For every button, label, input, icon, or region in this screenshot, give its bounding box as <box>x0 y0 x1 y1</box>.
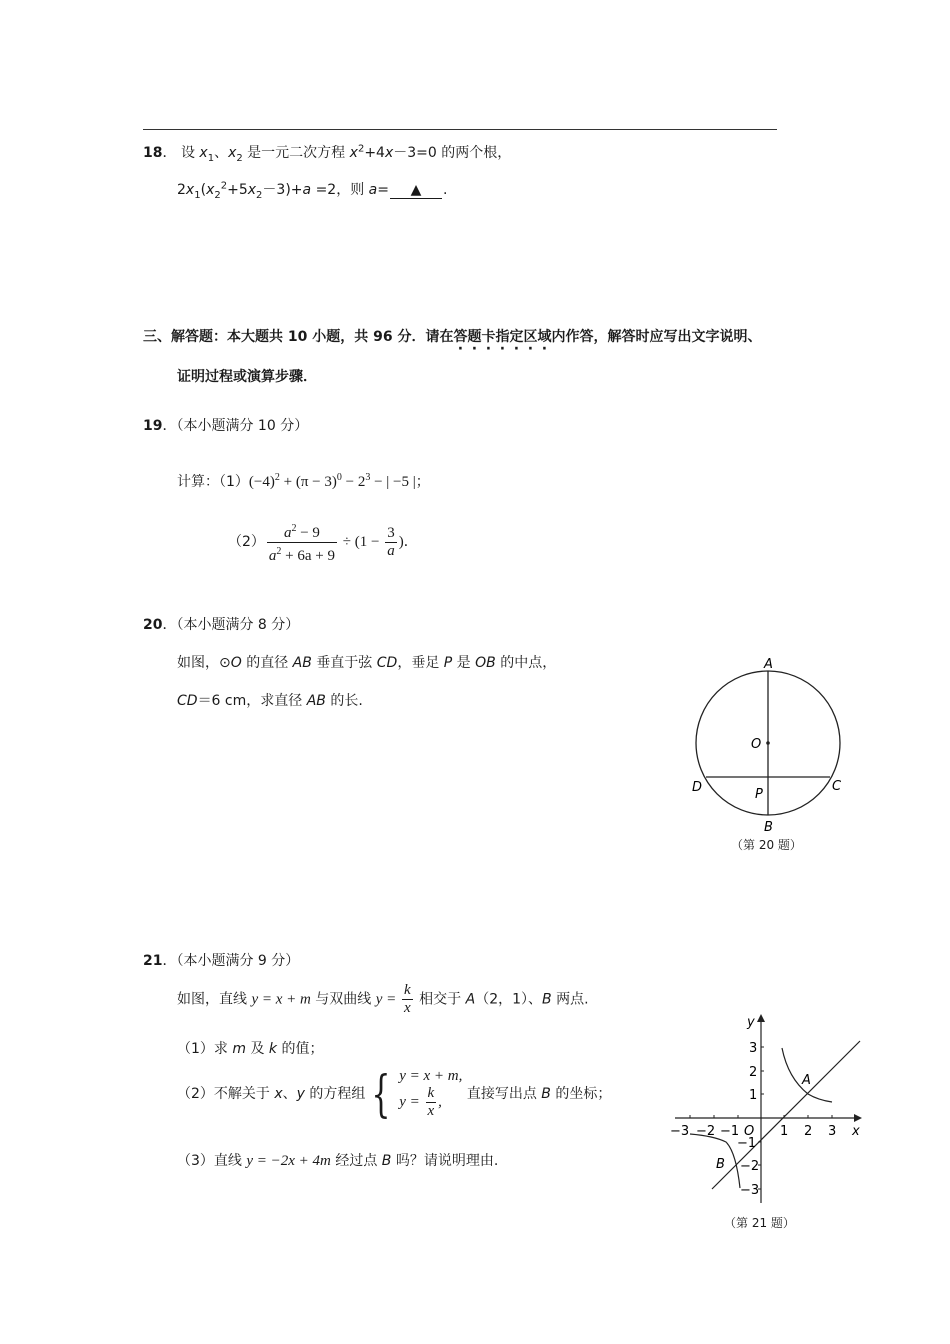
q19-small-fraction: $\frac{3}{a}$ <box>387 525 395 559</box>
header-rule <box>143 129 777 130</box>
x-tick-label-1: 1 <box>780 1124 789 1139</box>
q20-line1: 如图，⊙O 的直径 AB 垂直于弦 CD，垂足 P 是 OB 的中点， <box>177 655 557 671</box>
x-axis-label: x <box>852 1124 860 1139</box>
x-tick-label-m3: −3 <box>670 1124 690 1139</box>
y-tick-label-3: 3 <box>749 1041 758 1056</box>
q19-part1: 计算：$(1)(-4)^2 + (\pi - 3)^0 - 2^3$ − | −5 |； <box>177 472 430 490</box>
label-o: O <box>751 737 762 752</box>
y-tick-label-m1: −1 <box>737 1136 757 1151</box>
equation-system: { y = x + m, y = $\frac{k}{x}$ , <box>371 1065 463 1123</box>
x-axis-arrow-icon <box>854 1114 862 1122</box>
label-d: D <box>692 780 703 795</box>
section3-line1: 三、解答题：本大题共 10 小题，共 96 分．请在答题卡指定区域内作答，解答时应写出文字说明、 <box>143 329 762 345</box>
q19-fraction: $\frac{a^2 - 9}{a^2 + 6a + 9}$ <box>268 523 335 564</box>
q21-caption: （第 21 题） <box>724 1216 795 1230</box>
section3-line2: 证明过程或演算步骤． <box>177 369 317 385</box>
y-tick-label-m3: −3 <box>740 1183 760 1198</box>
q19-header: 19．（本小题满分 10 分） <box>143 418 309 434</box>
triangle-icon: ▲ <box>410 182 422 198</box>
y-tick-label-2: 2 <box>749 1065 758 1080</box>
q18-line1: 18． 设 $x_1$、$x_2$ 是一元二次方程 $x^2+4x-3=0$ 的两个根， <box>143 143 512 164</box>
q18-number: 18 <box>143 145 163 161</box>
hyperbola-branch-negative <box>690 1134 740 1188</box>
q18-line2: $2x_1(x_2^2+5x_2-3)+a =2$，则 a= ▲ . <box>177 180 448 201</box>
q21-intro: 如图，直线 y = x + m 与双曲线 y = $\frac{k}{x}$ 相交于 A（2，1）、B 两点. <box>177 982 589 1016</box>
q19-part2: （2） $\frac{a^2 - 9}{a^2 + 6a + 9}$ ÷ (1 − $\frac{3}{a}$ )． <box>228 520 418 565</box>
q20-caption: （第 20 题） <box>731 838 802 852</box>
graph-figure <box>670 1008 870 1208</box>
center-point <box>766 741 770 745</box>
y-tick-label-m2: −2 <box>740 1159 760 1174</box>
point-b-label: B <box>716 1157 725 1172</box>
point-a-label: A <box>802 1073 811 1088</box>
label-a: A <box>764 657 773 672</box>
label-b: B <box>764 820 773 835</box>
circle-figure <box>680 652 855 837</box>
origin-label: O <box>744 1124 755 1139</box>
q20-header: 20．（本小题满分 8 分） <box>143 617 300 633</box>
x-tick-label-3: 3 <box>828 1124 837 1139</box>
y-axis-arrow-icon <box>757 1014 765 1022</box>
label-p: P <box>755 787 763 802</box>
q21-part1: （1）求 m 及 k 的值； <box>177 1041 324 1057</box>
y-axis-label: y <box>747 1015 755 1030</box>
x-tick-label-m1: −1 <box>720 1124 740 1139</box>
answer-blank[interactable] <box>390 182 442 199</box>
q21-part3: （3）直线 y = −2x + 4m 经过点 B 吗？请说明理由. <box>177 1153 499 1169</box>
x-tick-label-2: 2 <box>804 1124 813 1139</box>
q21-part2: （2）不解关于 x、y 的方程组 { y = x + m, y = $\frac{k}{x}$ , 直接写出点 B 的坐标； <box>177 1065 612 1123</box>
y-tick-label-1: 1 <box>749 1088 758 1103</box>
q21-header: 21．（本小题满分 9 分） <box>143 953 300 969</box>
q20-line2: CD＝6 cm，求直径 AB 的长. <box>177 693 363 709</box>
x-tick-label-m2: −2 <box>696 1124 716 1139</box>
q21-hyperbola-fraction: $\frac{k}{x}$ <box>404 982 411 1016</box>
label-c: C <box>832 779 842 794</box>
